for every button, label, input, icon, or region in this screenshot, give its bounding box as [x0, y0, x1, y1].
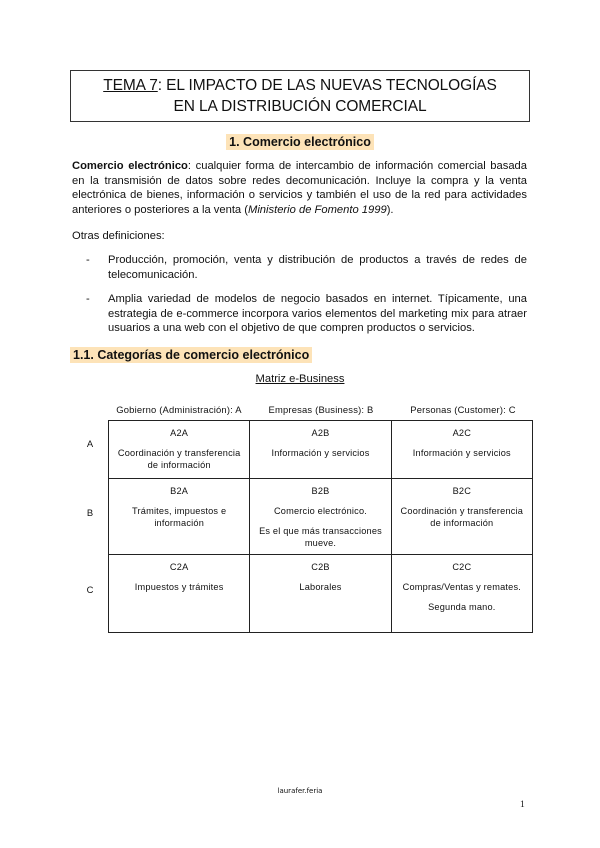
ebusiness-matrix: [108, 420, 533, 633]
definition-source: Ministerio de Fomento 1999: [248, 203, 387, 216]
cell-text: Coordinación y transferencia de información: [400, 506, 524, 528]
cell-note: Es el que más transacciones mueve.: [259, 526, 382, 548]
matrix-cell-b2c: [391, 479, 532, 555]
column-header-b: Empresas (Business): B: [268, 404, 374, 415]
cell-code: A2C: [452, 428, 472, 438]
bullet-dash: -: [86, 254, 90, 266]
footer-author: laurafer.feria: [277, 787, 323, 795]
cell-text: Compras/Ventas y remates.: [402, 582, 521, 592]
title-tema: TEMA 7: [103, 77, 158, 94]
section-1-heading: [0, 133, 600, 151]
matrix-cell-c2a: [109, 555, 250, 633]
cell-text: Información y servicios: [271, 448, 370, 458]
row-label-b: B: [86, 507, 94, 518]
cell-code: A2A: [170, 428, 189, 438]
bullet-dash: -: [86, 293, 90, 305]
cell-text: Impuestos y trámites: [134, 582, 224, 592]
list-item: [88, 292, 527, 336]
matrix-cell-a2c: [391, 421, 532, 479]
cell-text: Trámites, impuestos e información: [132, 506, 227, 528]
cell-text: Laborales: [299, 582, 342, 592]
cell-code: C2A: [169, 562, 189, 572]
definition-term: Comercio electrónico: [72, 160, 188, 172]
table-row: [109, 479, 533, 555]
row-label-c: C: [86, 584, 94, 595]
matrix-cell-c2b: [250, 555, 391, 633]
cell-code: B2A: [170, 486, 189, 496]
definition-end: ).: [386, 203, 394, 216]
definition-paragraph: [72, 159, 527, 217]
title-line-1: [71, 75, 529, 96]
cell-code: A2B: [311, 428, 330, 438]
list-item: [88, 253, 527, 282]
list-item-text: Producción, promoción, venta y distribución de productos a través de redes de telecomunicación.: [108, 254, 527, 281]
matrix-cell-c2c: [391, 555, 532, 633]
cell-note: Segunda mano.: [428, 602, 496, 612]
list-item-text: Amplia variedad de modelos de negocio basados en internet. Típicamente, una estrategia de e-commerce incorpora varios elementos del marketing mix para atraer usuarios a una web con el objetivo de que compren productos o servicios.: [108, 293, 527, 334]
cell-text: Coordinación y transferencia de información: [117, 448, 241, 470]
table-row: [109, 421, 533, 479]
matrix-cell-b2b: [250, 479, 391, 555]
other-definitions-label: Otras definiciones:: [72, 230, 165, 242]
matrix-cell-a2a: [109, 421, 250, 479]
section-1-1-heading: [70, 346, 312, 364]
matrix-title: Matriz e-Business: [255, 373, 345, 385]
title-box: [70, 70, 530, 122]
column-header-c: Personas (Customer): C: [410, 404, 516, 415]
page-number: 1: [520, 800, 525, 810]
column-header-a: Gobierno (Administración): A: [116, 404, 242, 415]
title-line-2: EN LA DISTRIBUCIÓN COMERCIAL: [173, 98, 427, 115]
cell-code: B2B: [311, 486, 330, 496]
matrix-cell-b2a: [109, 479, 250, 555]
table-row: [109, 555, 533, 633]
cell-code: C2C: [452, 562, 472, 572]
title-line-1-rest: : EL IMPACTO DE LAS NUEVAS TECNOLOGÍAS: [157, 77, 497, 94]
cell-text: Información y servicios: [412, 448, 511, 458]
matrix-cell-a2b: [250, 421, 391, 479]
cell-code: C2B: [311, 562, 330, 572]
definition-text: : cualquier forma de intercambio de información comercial basada en la transmisión de datos sobre redes decomunicación. Incluye la compra y la venta electrónica de bienes, información o servicios y también el uso de la red para actividades anteriores o posteriores a la venta (: [72, 160, 527, 216]
cell-code: B2C: [452, 486, 472, 496]
cell-text: Comercio electrónico.: [273, 506, 368, 516]
row-label-a: A: [86, 438, 94, 449]
section-1-1-heading-text: 1.1. Categorías de comercio electrónico: [70, 347, 312, 363]
section-1-heading-text: 1. Comercio electrónico: [226, 134, 374, 150]
